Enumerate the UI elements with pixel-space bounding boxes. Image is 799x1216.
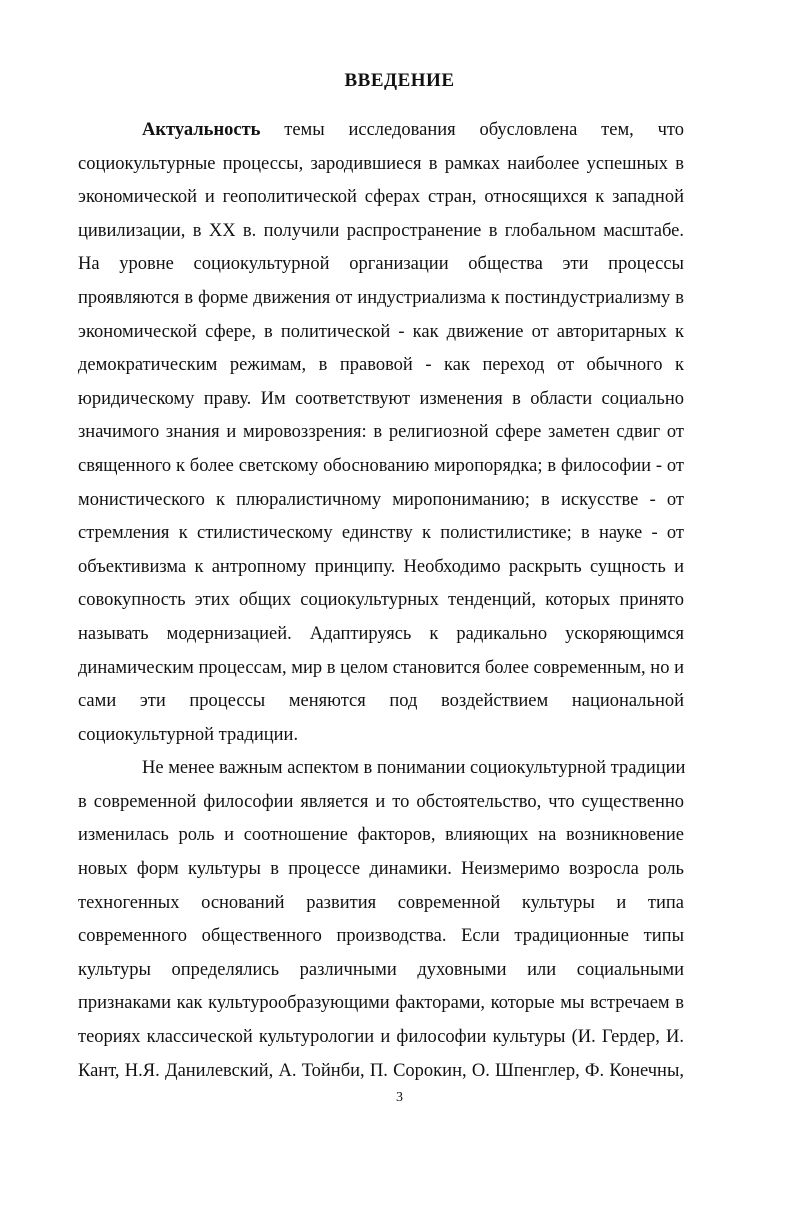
text-line: культуры определялись различными духовными или социальными <box>78 959 684 980</box>
text-line: социокультурные процессы, зародившиеся в рамках наиболее успешных в <box>78 153 684 174</box>
text-line: динамическим процессам, мир в целом становится более современным, но и <box>78 657 684 678</box>
text-line: экономической и геополитической сферах стран, относящихся к западной <box>78 187 684 208</box>
bold-lead-word: Актуальность <box>142 120 261 140</box>
text-line: современного общественного производства. Если традиционные типы <box>78 926 684 947</box>
text-line: совокупность этих общих социокультурных тенденций, которых принято <box>78 590 684 611</box>
text-line: сами эти процессы меняются под воздействием национальной <box>78 691 684 712</box>
document-body <box>78 114 684 1088</box>
paragraph-sociocultural-tradition <box>78 752 684 1088</box>
text-line: признаками как культурообразующими факторами, которые мы встречаем в <box>78 993 684 1014</box>
text-line: новых форм культуры в процессе динамики. Неизмеримо возросла роль <box>78 859 684 880</box>
text-line: На уровне социокультурной организации общества эти процессы <box>78 254 684 275</box>
text-line: Не менее важным аспектом в понимании социокультурной традиции <box>142 758 686 779</box>
text-line: демократическим режимам, в правовой - как переход от обычного к <box>78 355 684 376</box>
text-line: значимого знания и мировоззрения: в религиозной сфере заметен сдвиг от <box>78 422 684 443</box>
text-line: монистического к плюралистичному миропониманию; в искусстве - от <box>78 489 684 510</box>
text-line: Кант, Н.Я. Данилевский, А. Тойнби, П. Сорокин, О. Шпенглер, Ф. Конечны, <box>78 1060 684 1081</box>
text-line: священного к более светскому обоснованию миропорядка; в философии - от <box>78 455 684 476</box>
text-line: экономической сфере, в политической - как движение от авторитарных к <box>78 321 684 342</box>
text-line: юридическому праву. Им соответствуют изменения в области социально <box>78 388 684 409</box>
text-line: социокультурной традиции. <box>78 724 299 745</box>
text-line: теориях классической культурологии и философии культуры (И. Гердер, И. <box>78 1027 684 1048</box>
text-line: объективизма к антропному принципу. Необходимо раскрыть сущность и <box>78 556 684 577</box>
text-line: стремления к стилистическому единству к полистилистике; в науке - от <box>78 523 684 544</box>
paragraph-relevance <box>78 114 684 752</box>
text-line: проявляются в форме движения от индустриализма к постиндустриализму в <box>78 287 684 308</box>
page-number: 3 <box>396 1090 403 1105</box>
text-line: изменилась роль и соотношение факторов, влияющих на возникновение <box>78 825 684 846</box>
text-line: цивилизации, в XX в. получили распространение в глобальном масштабе. <box>78 220 684 241</box>
text-line-rest: темы исследования обусловлена тем, что <box>260 120 684 140</box>
page-title: ВВЕДЕНИЕ <box>344 70 455 91</box>
text-line: называть модернизацией. Адаптируясь к радикально ускоряющимся <box>78 623 684 644</box>
text-line: техногенных оснований развития современной культуры и типа <box>78 892 684 913</box>
text-line: в современной философии является и то обстоятельство, что существенно <box>78 791 684 812</box>
text-line <box>78 114 684 148</box>
